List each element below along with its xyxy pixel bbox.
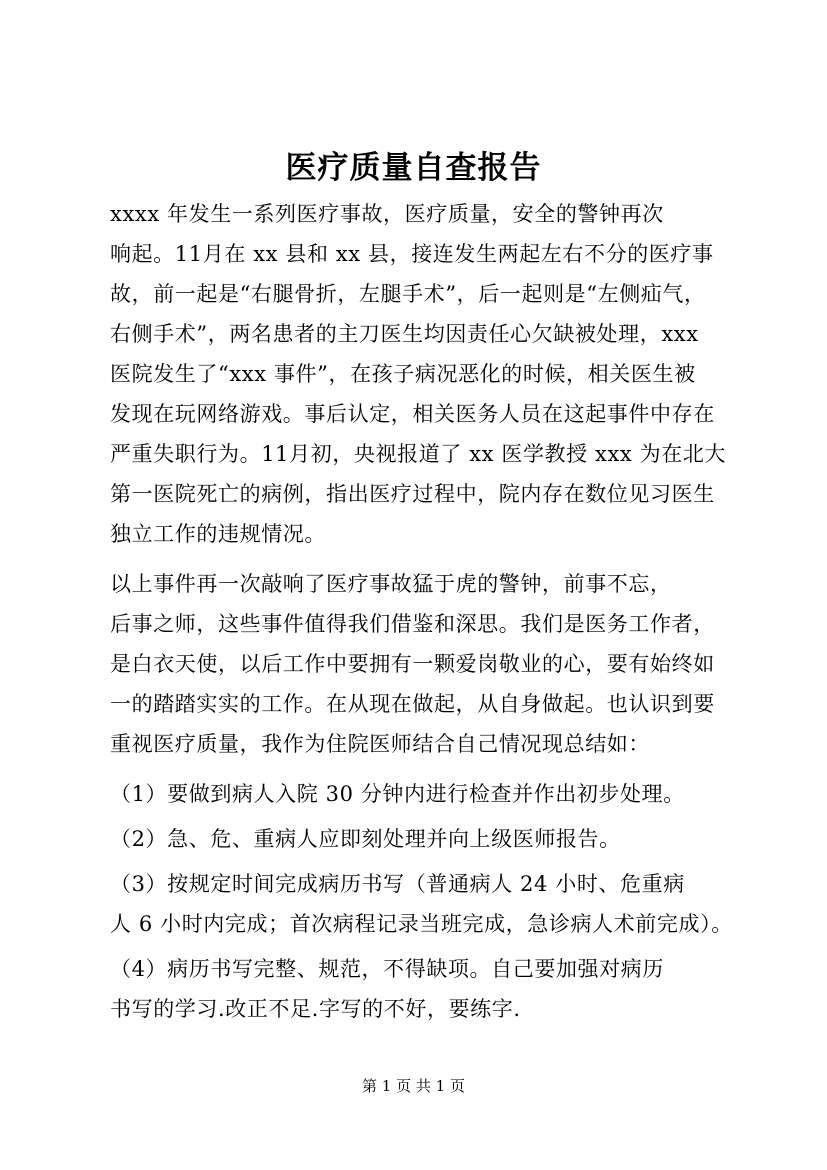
text-line: 独立工作的违规情况。: [110, 522, 326, 546]
text-line: 发现在玩网络游戏。事后认定，相关医务人员在这起事件中存在: [110, 402, 715, 426]
text-line: 后事之师，这些事件值得我们借鉴和深思。我们是医务工作者，: [110, 612, 715, 636]
list-item: （2）急、危、重病人应即刻处理并向上级医师报告。: [110, 827, 621, 851]
text-line: 医院发生了“xxx 事件”，在孩子病况恶化的时候，相关医生被: [110, 362, 696, 386]
text-line: 故，前一起是“右腿骨折，左腿手术”，后一起则是“左侧疝气，: [110, 282, 706, 306]
text-line: 严重失职行为。11月初，央视报道了 xx 医学教授 xxx 为在北大: [110, 442, 727, 466]
text-line: 以上事件再一次敲响了医疗事故猛于虎的警钟，前事不忘，: [110, 572, 672, 596]
page-footer: 第 1 页 共 1 页: [362, 1077, 465, 1095]
text-line: 响起。11月在 xx 县和 xx 县，接连发生两起左右不分的医疗事: [110, 242, 714, 266]
text-line: 右侧手术”，两名患者的主刀医生均因责任心欠缺被处理，xxx: [110, 322, 699, 346]
list-item: （4）病历书写完整、规范，不得缺项。自己要加强对病历: [110, 957, 664, 981]
text-line: xxxx 年发生一系列医疗事故，医疗质量，安全的警钟再次: [110, 202, 664, 226]
text-line: 书写的学习.改正不足.字写的不好，要练字.: [110, 997, 521, 1021]
text-line: 人 6 小时内完成；首次病程记录当班完成，急诊病人术前完成）。: [110, 912, 733, 936]
text-line: 重视医疗质量，我作为住院医师结合自己情况现总结如：: [110, 732, 650, 756]
text-line: 是白衣天使，以后工作中要拥有一颗爱岗敬业的心，要有始终如: [110, 652, 715, 676]
text-line: 第一医院死亡的病例，指出医疗过程中，院内存在数位见习医生: [110, 482, 715, 506]
list-item: （3）按规定时间完成病历书写（普通病人 24 小时、危重病: [110, 872, 685, 896]
list-item: （1）要做到病人入院 30 分钟内进行检查并作出初步处理。: [110, 782, 685, 806]
document-title: 医疗质量自查报告: [285, 150, 542, 186]
text-line: 一的踏踏实实的工作。在从现在做起，从自身做起。也认识到要: [110, 692, 715, 716]
